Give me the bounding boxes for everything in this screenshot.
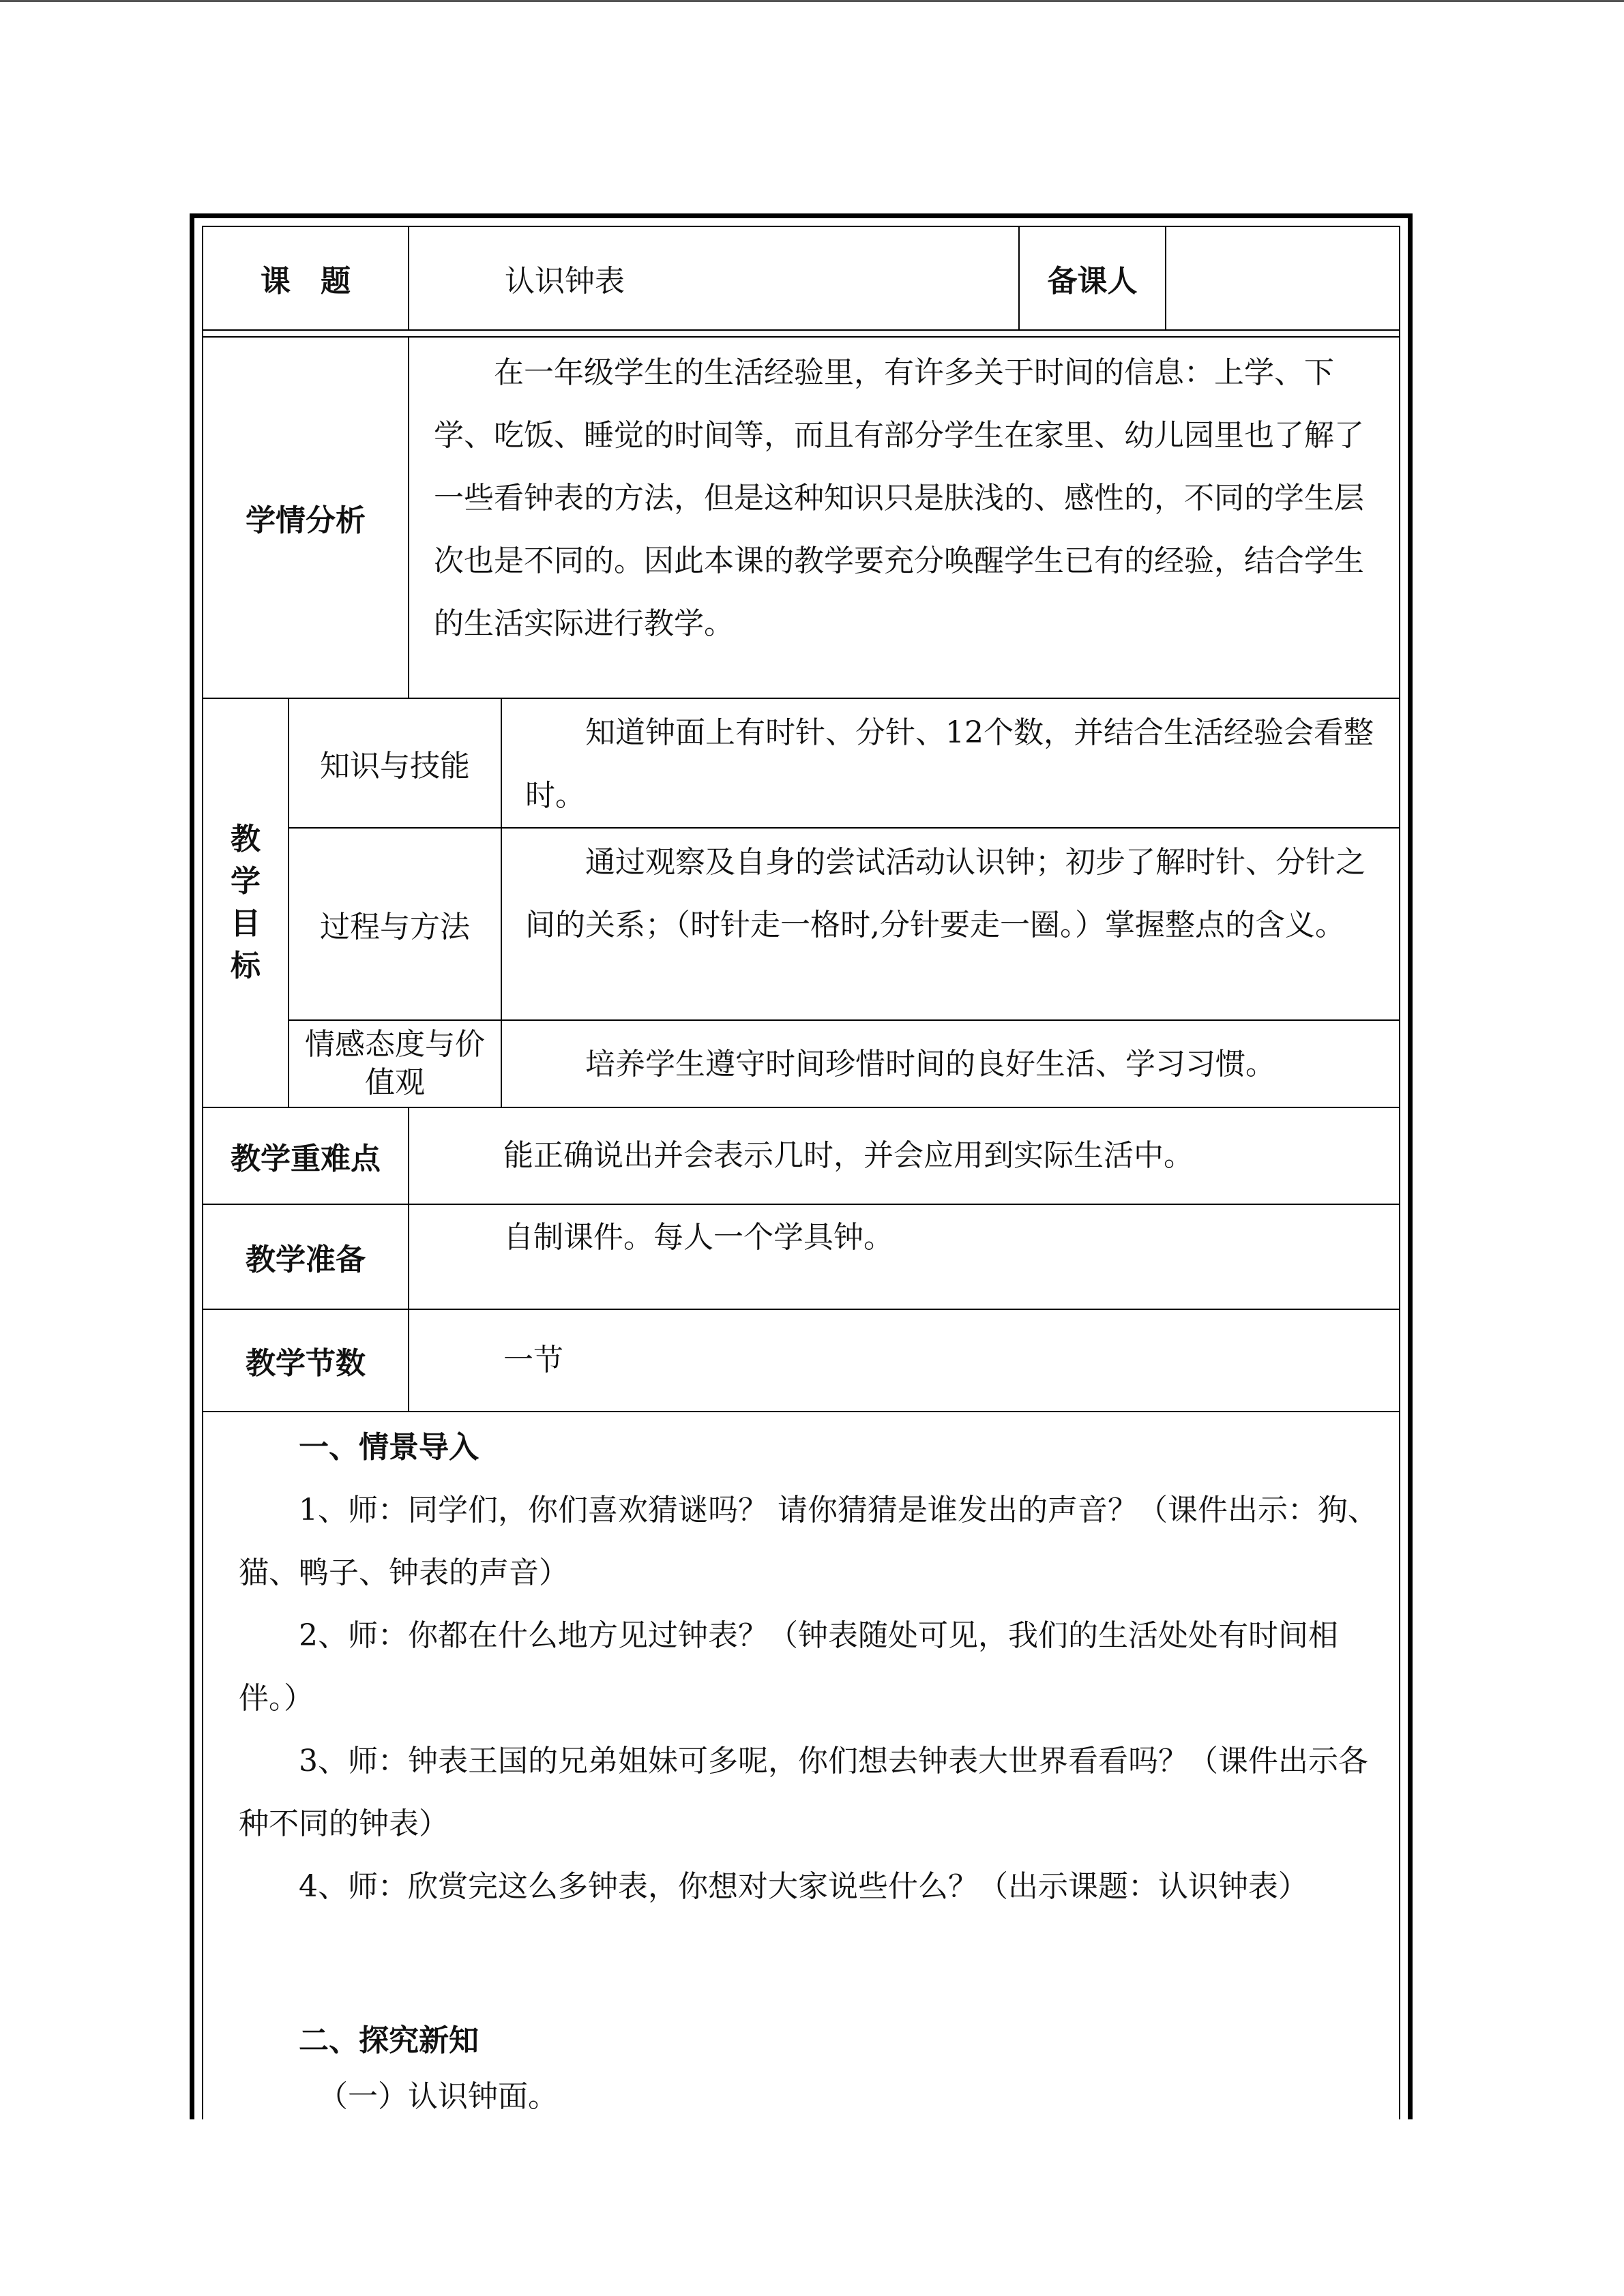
preparer-value [1166,227,1398,329]
lesson-plan-table [190,213,1413,2119]
objective-text-process: 通过观察及自身的尝试活动认识钟；初步了解时针、分针之间的关系；（时针走一格时,分针要走一圈。）掌握整点的含义。 [525,845,1365,942]
page-top-border [0,0,1624,2]
periods-label: 教学节数 [246,1346,366,1381]
process-item-3: 3、师：钟表王国的兄弟姐妹可多呢，你们想去钟表大世界看看吗？（课件出示各种不同的钟表） [239,1744,1368,1841]
objective-label-attitude: 情感态度与价值观 [305,1027,485,1100]
key-points-label: 教学重难点 [231,1142,381,1176]
process-item-2: 2、师：你都在什么地方见过钟表？（钟表随处可见，我们的生活处处有时间相伴。） [239,1618,1338,1716]
process-item-4: 4、师：欣赏完这么多钟表，你想对大家说些什么？（出示课题：认识钟表） [299,1869,1308,1904]
lesson-plan-inner-frame [202,226,1400,2119]
objective-text-attitude: 培养学生遵守时间珍惜时间的良好生活、学习习惯。 [585,1047,1275,1082]
section2-heading: 二、探究新知 [299,2023,479,2058]
process-item-1: 1、师：同学们，你们喜欢猜谜吗？ 请你猜猜是谁发出的声音？（课件出示：狗、猫、鸭子、钟表的声音） [239,1493,1378,1590]
topic-label: 课 题 [261,264,351,299]
section1-heading: 一、情景导入 [299,1430,479,1465]
divider [408,1310,409,1411]
sub-heading-clock-face: （一）认识钟面。 [318,2079,558,2114]
objectives-label-cell [203,699,288,1107]
objective-text-knowledge: 知道钟面上有时针、分针、12个数，并结合生活经验会看整时。 [525,715,1374,813]
preparer-label: 备课人 [1047,264,1138,299]
analysis-text: 在一年级学生的生活经验里，有许多关于时间的信息：上学、下学、吃饭、睡觉的时间等，而且有部分学生在家里、幼儿园里也了解了一些看钟表的方法，但是这种知识只是肤浅的、感性的，不同的学生层次也是不同的。因此本课的教学要充分唤醒学生已有的经验，结合学生的生活实际进行教学。 [434,355,1364,641]
analysis-label: 学情分析 [246,503,366,538]
periods-text: 一节 [503,1343,563,1377]
divider [501,699,502,1107]
objective-label-knowledge: 知识与技能 [320,749,470,784]
objective-label-process: 过程与方法 [320,910,470,944]
divider [203,329,1399,331]
preparation-text: 自制课件。每人一个学具钟。 [503,1220,894,1255]
divider [203,1411,1399,1412]
divider [408,1108,409,1204]
objectives-label: 教学目标 [231,822,261,983]
divider [408,338,409,698]
topic-value: 认识钟表 [505,264,625,299]
key-points-text: 能正确说出并会表示几时，并会应用到实际生活中。 [503,1138,1194,1173]
divider [408,1205,409,1309]
preparation-label: 教学准备 [246,1242,366,1277]
